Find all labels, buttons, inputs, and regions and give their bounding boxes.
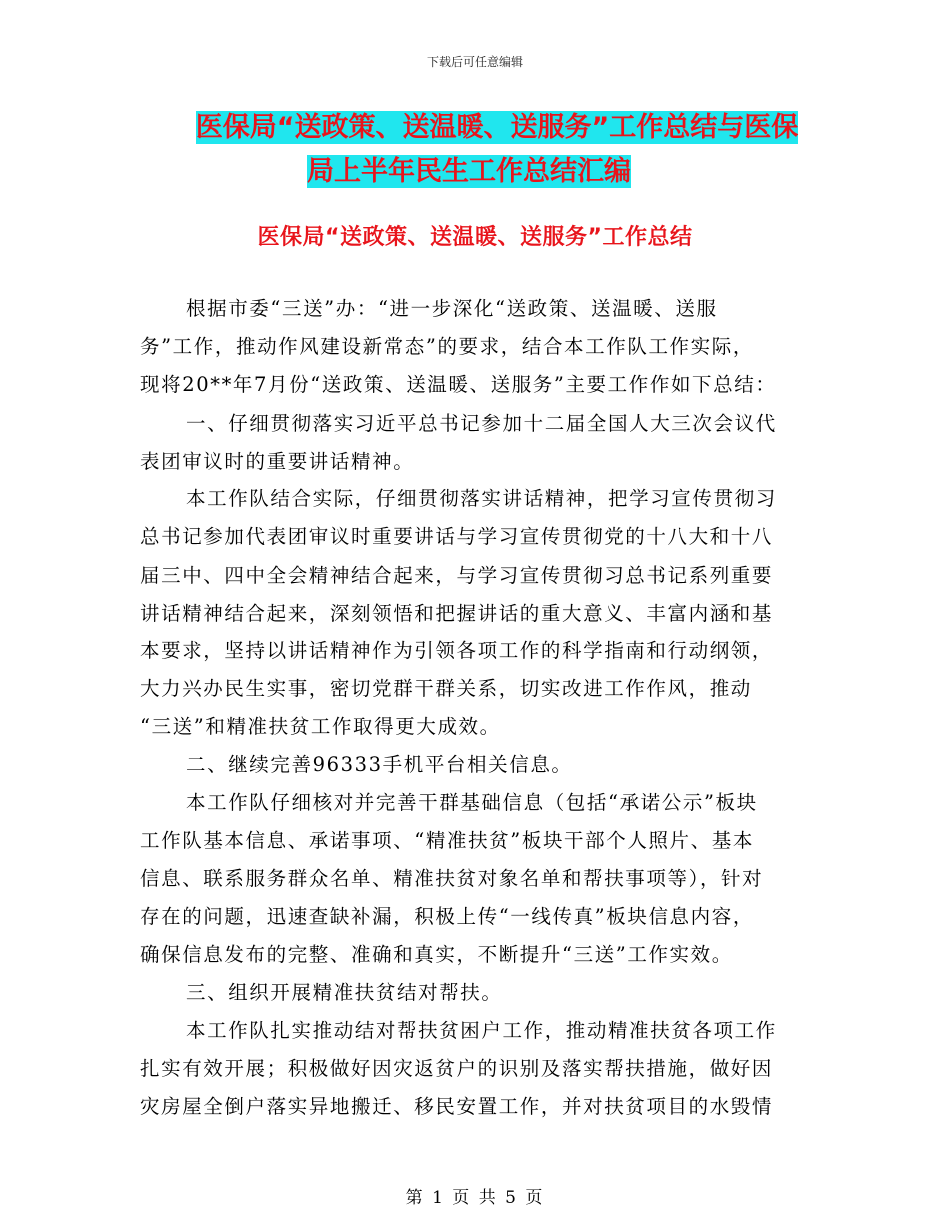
body-line: 现将20**年7月份“送政策、送温暖、送服务”主要工作作如下总结： xyxy=(140,373,777,396)
header-note: 下载后可任意编辑 xyxy=(426,55,523,69)
section-title: 医保局“送政策、送温暖、送服务”工作总结 xyxy=(257,225,693,250)
body-line: 本要求，坚持以讲话精神作为引领各项工作的科学指南和行动纲领， xyxy=(140,639,774,662)
body-line: 工作队基本信息、承诺事项、“精准扶贫”板块干部个人照片、基本 xyxy=(140,829,754,852)
document-title-text-2: 局上半年民生工作总结汇编 xyxy=(307,156,631,187)
body-line: 二、继续完善96333手机平台相关信息。 xyxy=(186,753,573,776)
body-line: 表团审议时的重要讲话精神。 xyxy=(140,450,415,473)
document-title-text-1: 医保局“送政策、送温暖、送服务”工作总结与医保 xyxy=(195,112,799,143)
body-line: 本工作队结合实际，仔细贯彻落实讲话精神，把学习宣传贯彻习 xyxy=(186,487,777,510)
page-number: 第 1 页 共 5 页 xyxy=(405,1188,545,1208)
body-line: 灾房屋全倒户落实异地搬迁、移民安置工作，并对扶贫项目的水毁情 xyxy=(140,1095,774,1118)
body-line: “三送”和精准扶贫工作取得更大成效。 xyxy=(140,715,501,738)
body-line: 一、仔细贯彻落实习近平总书记参加十二届全国人大三次会议代 xyxy=(186,412,777,435)
document-title-line-1 xyxy=(22,111,950,145)
body-line: 根据市委“三送”办：“进一步深化“送政策、送温暖、送服 xyxy=(186,297,718,320)
body-line: 讲话精神结合起来，深刻领悟和把握讲话的重大意义、丰富内涵和基 xyxy=(140,602,774,625)
body-line: 本工作队仔细核对并完善干群基础信息（包括“承诺公示”板块 xyxy=(186,791,758,814)
body-line: 务”工作，推动作风建设新常态”的要求，结合本工作队工作实际， xyxy=(140,335,754,358)
document-title-line-2 xyxy=(0,155,944,189)
body-line: 信息、联系服务群众名单、精准扶贫对象名单和帮扶事项等），针对 xyxy=(140,867,764,890)
body-line: 大力兴办民生实事，密切党群干群关系，切实改进工作作风，推动 xyxy=(140,677,752,700)
body-line: 确保信息发布的完整、准确和真实，不断提升“三送”工作实效。 xyxy=(140,943,733,966)
body-line: 扎实有效开展；积极做好因灾返贫户的识别及落实帮扶措施，做好因 xyxy=(140,1057,774,1080)
body-line: 存在的问题，迅速查缺补漏，积极上传“一线传真”板块信息内容， xyxy=(140,905,754,928)
body-line: 三、组织开展精准扶贫结对帮扶。 xyxy=(186,981,503,1004)
body-line: 本工作队扎实推动结对帮扶贫困户工作，推动精准扶贫各项工作 xyxy=(186,1019,777,1042)
body-line: 总书记参加代表团审议时重要讲话与学习宣传贯彻党的十八大和十八 xyxy=(140,525,774,548)
body-line: 届三中、四中全会精神结合起来，与学习宣传贯彻习总书记系列重要 xyxy=(140,564,774,587)
